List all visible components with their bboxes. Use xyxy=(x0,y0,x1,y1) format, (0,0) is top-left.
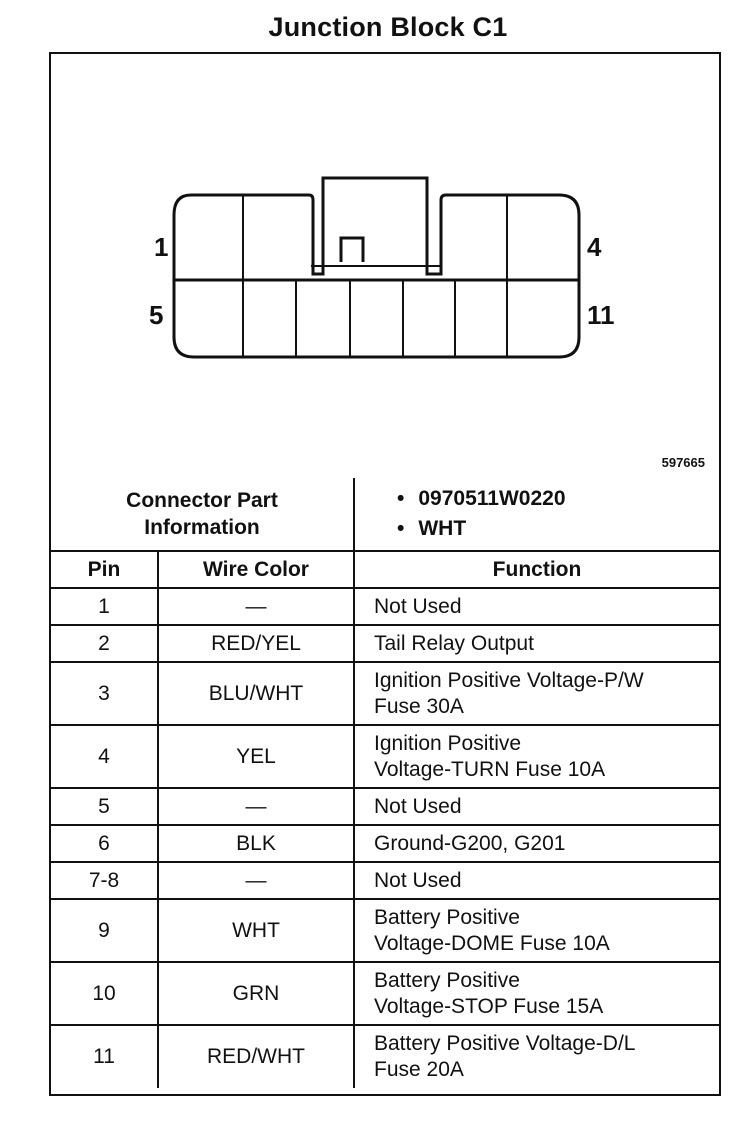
table-row xyxy=(51,899,719,962)
function-line: Not Used xyxy=(374,594,462,618)
connector-info-row xyxy=(51,478,719,551)
pin-label-5: 5 xyxy=(149,300,164,330)
function-line: Ignition Positive Voltage-P/W xyxy=(374,668,644,692)
function-line: Voltage-DOME Fuse 10A xyxy=(374,931,610,955)
table-row xyxy=(51,862,719,899)
table-row xyxy=(51,588,719,625)
table-row xyxy=(51,962,719,1025)
pin-cell: 10 xyxy=(51,962,158,1025)
table-row xyxy=(51,662,719,725)
function-cell xyxy=(354,1025,719,1088)
function-cell xyxy=(354,825,719,862)
pin-cell: 3 xyxy=(51,662,158,725)
header-pin: Pin xyxy=(51,551,158,588)
function-line: Voltage-STOP Fuse 15A xyxy=(374,994,604,1018)
connector-info-values xyxy=(354,478,719,551)
table-header-row xyxy=(51,551,719,588)
pin-rows xyxy=(51,588,719,1088)
pin-cell: 7-8 xyxy=(51,862,158,899)
connector-info-label xyxy=(51,478,354,551)
function-cell xyxy=(354,725,719,788)
pin-cell: 9 xyxy=(51,899,158,962)
pin-cell: 5 xyxy=(51,788,158,825)
connector-face-drawing xyxy=(51,54,719,478)
function-cell xyxy=(354,662,719,725)
function-line: Not Used xyxy=(374,868,462,892)
wire-color-cell: — xyxy=(158,862,354,899)
wire-color-cell: RED/YEL xyxy=(158,625,354,662)
function-cell xyxy=(354,899,719,962)
table-row xyxy=(51,825,719,862)
function-line: Tail Relay Output xyxy=(374,631,534,655)
pin-cell: 11 xyxy=(51,1025,158,1088)
table-row xyxy=(51,1025,719,1088)
page-title: Junction Block C1 xyxy=(268,12,508,42)
pin-cell: 1 xyxy=(51,588,158,625)
connector-info-label-line2: Information xyxy=(144,516,260,539)
table-row xyxy=(51,788,719,825)
function-line: Battery Positive xyxy=(374,905,520,929)
wire-color-cell: WHT xyxy=(158,899,354,962)
connector-outline xyxy=(174,178,579,357)
function-cell xyxy=(354,962,719,1025)
wire-color-cell: — xyxy=(158,788,354,825)
latch-tab xyxy=(341,238,363,262)
wire-color-cell: BLK xyxy=(158,825,354,862)
pin-cell: 2 xyxy=(51,625,158,662)
function-line: Ground-G200, G201 xyxy=(374,831,566,855)
table-row xyxy=(51,725,719,788)
function-cell xyxy=(354,588,719,625)
pin-label-4: 4 xyxy=(587,232,602,262)
pin-label-11: 11 xyxy=(587,300,615,330)
wire-color-cell: — xyxy=(158,588,354,625)
connector-color: • WHT xyxy=(397,514,719,544)
function-line: Ignition Positive xyxy=(374,731,522,755)
connector-info-label-line1: Connector Part xyxy=(126,489,278,512)
wire-color-cell: GRN xyxy=(158,962,354,1025)
function-cell xyxy=(354,625,719,662)
figure-number: 597665 xyxy=(661,455,705,470)
function-line: Fuse 30A xyxy=(374,694,464,718)
pinout-table xyxy=(51,478,719,1088)
function-line: Battery Positive Voltage-D/L xyxy=(374,1032,636,1055)
wire-color-cell: RED/WHT xyxy=(158,1025,354,1088)
function-line: Fuse 20A xyxy=(374,1058,464,1081)
pin-cell: 6 xyxy=(51,825,158,862)
function-line: Not Used xyxy=(374,794,462,818)
pin-cell: 4 xyxy=(51,725,158,788)
function-line: Battery Positive xyxy=(374,968,520,992)
table-row xyxy=(51,625,719,662)
wire-color-cell: BLU/WHT xyxy=(158,662,354,725)
function-cell xyxy=(354,788,719,825)
pin-label-1: 1 xyxy=(154,232,169,262)
function-cell xyxy=(354,862,719,899)
function-line: Voltage-TURN Fuse 10A xyxy=(374,757,606,781)
header-function: Function xyxy=(354,551,719,588)
connector-diagram xyxy=(51,54,719,478)
connector-part-number: • 0970511W0220 xyxy=(397,484,719,514)
wire-color-cell: YEL xyxy=(158,725,354,788)
header-wire-color: Wire Color xyxy=(158,551,354,588)
junction-block-frame xyxy=(49,52,721,1096)
